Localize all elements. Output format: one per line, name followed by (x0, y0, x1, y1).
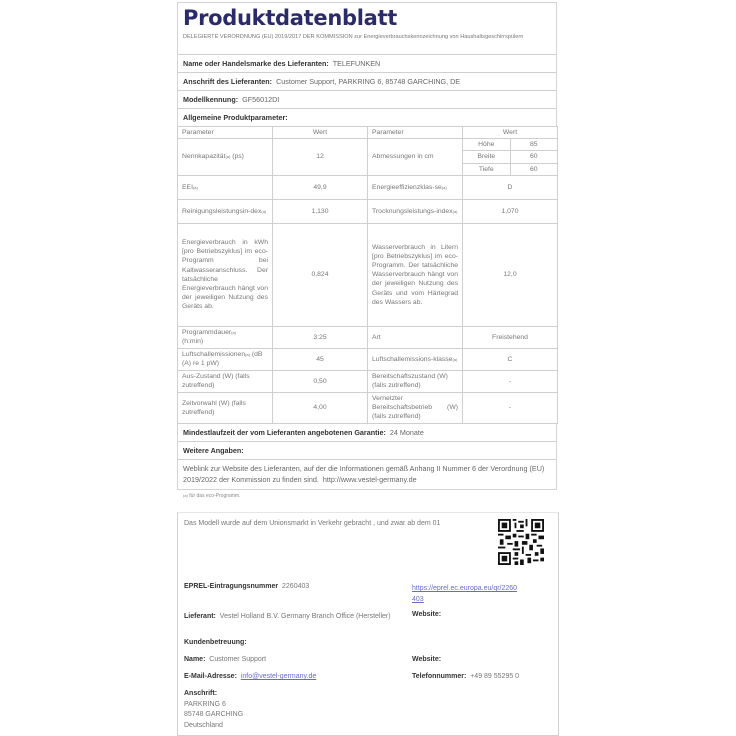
eprel-reg-value: 2260403 (282, 583, 310, 590)
phone-value: +49 89 55295 0 (470, 673, 520, 680)
footnote: $^{(a)}$ für das eco-Programm. (183, 492, 241, 499)
param-cell: Energieeffizienzklas-$se^{(a)}$ (368, 175, 463, 199)
customer-service-row (184, 639, 247, 646)
phone-row (412, 673, 519, 680)
email-link[interactable]: info@vestel-germany.de (240, 673, 317, 680)
param-cell: Art (368, 326, 463, 348)
table-row (178, 223, 558, 326)
value-cell: 0,50 (273, 370, 368, 392)
table-row (178, 139, 558, 176)
model-value: GF56012DI (242, 95, 280, 104)
value-cell: - (463, 370, 558, 392)
table-header-row (178, 127, 558, 139)
dim-value: 60 (529, 165, 538, 173)
supplier-address-label: Anschrift des Lieferanten: (183, 77, 273, 86)
table-row (178, 326, 558, 348)
general-params-label: Allgemeine Produktparameter: (183, 113, 288, 122)
dim-label: Höhe (463, 139, 510, 151)
product-data-sheet (177, 2, 557, 503)
warranty-label: Mindestlaufzeit der vom Lieferanten angebotenen Garantie: (183, 427, 386, 437)
table-row (178, 392, 558, 423)
param-cell: Zeitvorwahl (W) (falls zutreffend) (178, 392, 273, 423)
further-info-row (178, 441, 556, 459)
phone-label: Telefonnummer: (412, 673, 467, 680)
supplier-address-value: Customer Support, PARKRING 6, 85748 GARCHING, DE (276, 77, 461, 86)
supplier-name-label: Name oder Handelsmarke des Lieferanten: (183, 59, 329, 68)
column-header: Wert (463, 127, 558, 139)
regulation-subtitle: DELEGIERTE VERORDNUNG (EU) 2019/2017 DER KOMMISSION zur Energieverbrauchskennzeichnung von Haushaltsgeschirrspülern (183, 34, 524, 40)
param-cell: Programmdauer$^{(a)}$ (h:min) (178, 326, 273, 348)
value-cell: 1,130 (273, 199, 368, 223)
general-params-row (178, 108, 556, 126)
market-text: Das Modell wurde auf dem Unionsmarkt in Verkehr gebracht , und zwar ab dem 01 (184, 520, 441, 527)
eprel-link[interactable]: https://eprel.ec.europa.eu/qr/2260403 (412, 585, 518, 603)
eprel-reg-label: EPREL-Eintragungsnummer (184, 583, 279, 590)
name-value: Customer Support (209, 656, 267, 663)
param-cell: Bereitschaftszustand (W) (falls zutreffend) (368, 370, 463, 392)
supplier-address-row (178, 72, 556, 90)
param-cell: Energieverbrauch in kWh [pro Betriebszyklus] im eco-Programm bei Kaltwasseranschluss. Der tatsächliche Energieverbrauch hängt von der jeweiligen Nutzung des Geräts ab. (178, 223, 273, 326)
address-block (184, 689, 243, 731)
dimensions-table (463, 139, 557, 175)
supplier-name-row (178, 54, 556, 72)
param-cell: Trocknungsleistungs-index$^{(a)}$ (368, 199, 463, 223)
table-row (178, 370, 558, 392)
website-label: Website: (412, 656, 442, 663)
further-info-label: Weitere Angaben: (183, 445, 244, 455)
address-line: PARKRING 6 (184, 700, 226, 708)
value-cell: 4,00 (273, 392, 368, 423)
address-line: 85748 GARCHING (184, 711, 244, 718)
table-row (178, 348, 558, 370)
param-cell: Luftschallemissionen$^{(a)}$ (dB (A) re 1 pW) (178, 348, 273, 370)
parameters-table (177, 126, 558, 424)
supplier-name-value: TELEFUNKEN (332, 59, 381, 68)
customer-service-label: Kundenbetreuung: (184, 639, 247, 646)
param-cell: EEI$^{(a)}$ (178, 175, 273, 199)
address-label: Anschrift: (184, 690, 218, 697)
further-info-box (177, 424, 557, 490)
weblink-url[interactable]: http://www.vestel-germany.de (322, 474, 417, 484)
dim-value: 85 (510, 139, 557, 151)
value-cell: - (463, 392, 558, 423)
model-row (178, 90, 556, 108)
param-cell: Reinigungsleistungsin-dex$^{(a)}$ (178, 199, 273, 223)
qr-code-icon[interactable] (498, 519, 544, 565)
name-row (184, 656, 266, 663)
value-cell: Freistehend (463, 326, 558, 348)
param-cell: Abmessungen in cm (368, 139, 463, 176)
value-cell: 1,070 (463, 199, 558, 223)
value-cell: D (463, 175, 558, 199)
param-cell: Luftschallemissions-klasse$^{(a)}$ (368, 348, 463, 370)
param-cell: Aus-Zustand (W) (falls zutreffend) (178, 370, 273, 392)
param-cell: Wasserverbrauch in Litern [pro Betriebszyklus] im eco-Programm. Der tatsächliche Wasserverbrauch hängt von der jeweiligen Nutzung des Geräts und vom Härtegrad des Wassers ab. (368, 223, 463, 326)
param-cell: Vernetzter Bereitschaftsbetrieb (W) (falls zutreffend) (368, 392, 463, 423)
column-header: Wert (273, 127, 368, 139)
value-cell: 49,9 (273, 175, 368, 199)
warranty-value: 24 Monate (389, 427, 424, 437)
dim-label: Tiefe (463, 163, 510, 175)
table-row (178, 199, 558, 223)
eprel-info-box (177, 512, 559, 736)
weblink-row (178, 459, 556, 489)
table-row (178, 175, 558, 199)
address-line: Deutschland (184, 721, 223, 729)
value-cell: 3:25 (273, 326, 368, 348)
website-label: Website: (412, 611, 442, 618)
warranty-row (178, 424, 556, 441)
dim-value: 60 (510, 151, 557, 163)
name-label: Name: (184, 656, 206, 663)
eprel-reg-row (184, 583, 309, 590)
column-header: Parameter (178, 127, 273, 139)
website-row-2 (412, 656, 441, 663)
dimensions-cell (463, 139, 558, 176)
column-header: Parameter (368, 127, 463, 139)
weblink-text: Weblink zur Website des Lieferanten, auf der die Informationen gemäß Anhang II Nummer 6 der Verordnung (EU) 2019/2022 der Kommission zu finden sind. (183, 463, 545, 484)
value-cell: 0,824 (273, 223, 368, 326)
supplier-row (184, 611, 402, 622)
page-title: Produktdatenblatt (183, 6, 397, 30)
dim-label: Breite (463, 151, 510, 163)
value-cell: C (463, 348, 558, 370)
supplier-label: Lieferant: (184, 613, 216, 620)
sheet-header (177, 2, 557, 126)
value-cell: 12,0 (463, 223, 558, 326)
param-cell: Nennkapazität$^{(a)}$ (ps) (178, 139, 273, 176)
supplier-value: Vestel Holland B.V. Germany Branch Office (Hersteller) (219, 613, 391, 620)
value-cell: 12 (273, 139, 368, 176)
website-row-1 (412, 611, 441, 618)
value-cell: 45 (273, 348, 368, 370)
model-label: Modellkennung: (183, 95, 239, 104)
email-label: E-Mail-Adresse: (184, 673, 237, 680)
email-row (184, 673, 316, 680)
